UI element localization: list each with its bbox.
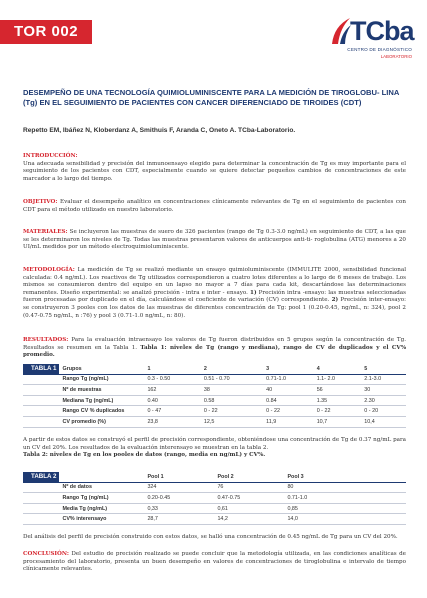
row-label: CV promedio (%) [59, 416, 144, 427]
table2-header-cell: Pool 1 [144, 472, 214, 482]
table1-caption: Tabla 1: niveles de Tg (rango y mediana), rango de CV de duplicados y el CV% promedio. [23, 344, 407, 359]
table-cell: 80 [284, 482, 354, 493]
table-cell: 162 [144, 385, 200, 396]
table-cell: 0 - 22 [314, 406, 362, 417]
table-cell: 10,7 [314, 416, 362, 427]
table-cell: 23,8 [144, 416, 200, 427]
methodology-heading: METODOLOGÍA: [23, 267, 75, 273]
intro-text: Una adecuada sensibilidad y precisión del inmunoensayo elegido para determinar la concentración de Tg es muy importante para el seguimiento de los pacientes con CDT, especialmente cuando se quiere detectar pequeños cambios de concentraciones de este marcador a lo largo del tiempo. [23, 160, 406, 182]
table-cell: 0.3 - 0.50 [144, 374, 200, 385]
row-label: Nº de datos [59, 482, 144, 493]
objective-text: Evaluar el desempeño analítico en concentraciones clínicamente relevantes de Tg en el seguimiento de pacientes con CDT para el método utilizado en nuestro laboratorio. [23, 199, 407, 213]
table-row [23, 416, 406, 427]
table-row [23, 395, 406, 406]
tcba-logo [330, 14, 412, 64]
logo-swoosh-icon [330, 16, 352, 46]
table-row [23, 503, 406, 514]
table-cell: 11,9 [263, 416, 314, 427]
table-cell: 1.1- 2.0 [314, 374, 362, 385]
conclusion-heading: CONCLUSIÓN: [23, 551, 69, 557]
table-cell: 1.35 [314, 395, 362, 406]
table1-header-cell: 1 [144, 364, 200, 374]
table-cell: 2.30 [361, 395, 406, 406]
table2-header-row [23, 472, 406, 482]
authors-line: Repetto EM, Ibáñez N, Kloberdanz A, Smithuis F, Aranda C, Oneto A. TCba-Laboratorio. [23, 127, 296, 134]
row-label: Rango Tg (ng/mL) [59, 374, 144, 385]
table-row [23, 493, 406, 504]
table-cell: 40 [263, 385, 314, 396]
table-cell: 28,7 [144, 514, 214, 525]
table-row [23, 406, 406, 417]
table-cell: 0.51 - 0.70 [201, 374, 263, 385]
materials-heading: MATERIALES: [23, 229, 68, 235]
table-cell: 10,4 [361, 416, 406, 427]
table-cell: 0 - 22 [263, 406, 314, 417]
table1-name: TABLA 1 [23, 364, 59, 374]
materials-section [23, 229, 406, 252]
methodology-point1-text: Precisión intra -ensayo: las muestras seleccionadas fueron procesadas por duplicado en el día, calculándose el coeficiente de variación (CV) correspondiente. [23, 289, 407, 304]
table-cell: 12,5 [201, 416, 263, 427]
table-row [23, 385, 406, 396]
methodology-text: La medición de Tg se realizó mediante un ensayo quimioluminiscente (IMMULITE 2000, sensibilidad funcional calculada: 0.4 ng/mL). Los reactivos de Tg utilizados correspondieron a cuatro lotes diferentes a lo largo de 6 meses de trabajo. Los mismos se consumieron dentro del equipo en un lapso no mayor a 7 días para cada kit, descartándose las determinaciones remanentes. Diseño experimental: se analizó precisión - intra e inter - ensayo. [23, 267, 407, 296]
methodology-point2-text: Precisión inter-ensayo: se construyeron 3 pooles con los datos de las muestras de diferentes concentración de Tg: pool 1 (0.20-0.45, ng/mL, n: 324), pool 2 (0.47-0.75 ng/mL, n :76) y pool 3 (0.71-1.0 ng/mL, n: 80). [23, 297, 406, 319]
logo-wordmark: TCba [350, 16, 414, 46]
row-label: Mediana Tg (ng/mL) [59, 395, 144, 406]
table-cell: 0 - 47 [144, 406, 200, 417]
table-cell: 0 - 20 [361, 406, 406, 417]
logo-subtagline: LABORATORIO [380, 54, 412, 59]
table1-header-cell: 3 [263, 364, 314, 374]
table-cell: 0.20-0.45 [144, 493, 214, 504]
table-cell: 76 [214, 482, 284, 493]
table-row [23, 514, 406, 525]
table-cell: 0,33 [144, 503, 214, 514]
row-label: Media Tg (ng/mL) [59, 503, 144, 514]
table-cell: 324 [144, 482, 214, 493]
table-cell: 0.58 [201, 395, 263, 406]
table-cell: 38 [201, 385, 263, 396]
table-row [23, 374, 406, 385]
table-cell: 30 [361, 385, 406, 396]
results-heading: RESULTADOS: [23, 337, 69, 343]
row-label: Nº de muestras [59, 385, 144, 396]
methodology-section [23, 267, 406, 320]
between-tables-text: A partir de estos datos se construyó el perfil de precisión correspondiente, obteniéndose una concentración de Tg de 0.37 ng/mL para un CV del 20%. Los resultados de la evaluación interensayo se muestran en la tabla 2. [23, 437, 406, 451]
objective-section [23, 199, 406, 214]
table-cell: 0.84 [263, 395, 314, 406]
table-cell: 14,2 [214, 514, 284, 525]
intro-section [23, 153, 406, 183]
table1-header-row [23, 364, 406, 374]
table1-header-cell: 2 [201, 364, 263, 374]
after-tables-text: Del análisis del perfil de precisión construido con estos datos, se halló una concentración de 0.45 ng/mL de Tg para un CV del 20%. [23, 534, 398, 540]
row-label: Rango Tg (ng/mL) [59, 493, 144, 504]
table-cell: 14,0 [284, 514, 354, 525]
table-cell: 0,85 [284, 503, 354, 514]
table-2 [23, 472, 406, 525]
row-label: Rango CV % duplicados [59, 406, 144, 417]
results-section [23, 337, 406, 360]
table-cell: 0 - 22 [201, 406, 263, 417]
table-row [23, 482, 406, 493]
objective-heading: OBJETIVO: [23, 199, 58, 205]
results-text: Para la evaluación intraensayo los valores de Tg fueron distribuidos en 5 grupos según la concentración de Tg. Resultados se resumen en la Tabla 1. [23, 337, 407, 351]
table-cell: 56 [314, 385, 362, 396]
table2-header-cell: Pool 2 [214, 472, 284, 482]
poster-title: DESEMPEÑO DE UNA TECNOLOGÍA QUIMIOLUMINISCENTE PARA LA MEDICIÓN DE TIROGLOBU- LINA (Tg) EN EL SEGUIMIENTO DE PACIENTES CON CANCER DIFERENCIADO DE TIROIDES (CDT) [23, 88, 400, 107]
table1-header-cell: 4 [314, 364, 362, 374]
table-1 [23, 364, 406, 428]
methodology-point2-label: 2) [331, 297, 339, 304]
table-cell: 0.40 [144, 395, 200, 406]
logo-tagline: CENTRO DE DIAGNÓSTICO [347, 47, 412, 52]
row-label: CV% interensayo [59, 514, 144, 525]
table-cell: 2.1-3.0 [361, 374, 406, 385]
between-tables-section [23, 437, 406, 460]
table2-name: TABLA 2 [23, 472, 59, 482]
intro-heading: INTRODUCCIÓN: [23, 153, 78, 159]
conclusion-text: Del estudio de precisión realizado se puede concluir que la metodología utilizada, en las condiciones analíticas de procesamiento del laboratorio, presenta un buen desempeño en valores de concentraciones de tiroglobulina e intervalo de tiempo clínicamente relevantes. [23, 551, 406, 573]
after-tables-section [23, 534, 406, 542]
poster-code-tag: TOR 002 [0, 20, 92, 44]
table2-caption: Tabla 2: niveles de Tg en los pooles de datos (rango, media en ng/mL) y CV%. [23, 452, 266, 459]
table1-header-cell: Grupos [59, 364, 144, 374]
table-cell: 0.47-0.75 [214, 493, 284, 504]
materials-text: Se incluyeron las muestras de suero de 326 pacientes (rango de Tg 0.3-3.0 ng/mL) en seguimiento de CDT, a las que se les determinaron los niveles de Tg. Todas las muestras presentaron valores de anticuerpos anti-ti- roglobulina (ATG) menores a 20 UI/mL medidos por un método electroquimioluminiscente. [23, 229, 406, 251]
table-cell: 0,61 [214, 503, 284, 514]
table-cell: 0.71-1.0 [263, 374, 314, 385]
table-cell: 0.71-1.0 [284, 493, 354, 504]
methodology-point1-label: 1) [250, 289, 257, 296]
table1-header-cell: 5 [361, 364, 406, 374]
conclusion-section [23, 551, 406, 574]
table2-header-cell: Pool 3 [284, 472, 354, 482]
